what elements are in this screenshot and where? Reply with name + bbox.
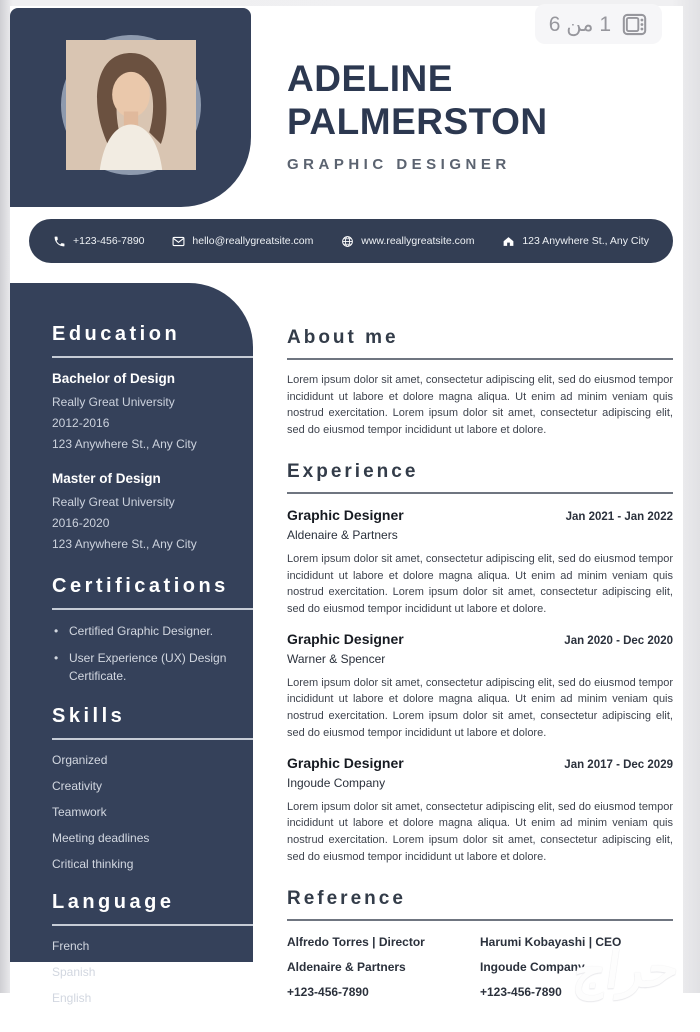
contact-bar — [29, 219, 673, 263]
degree-name: Bachelor of Design — [52, 371, 176, 386]
contact-phone-text: +123-456-7890 — [73, 235, 145, 247]
sidebar — [10, 283, 253, 1006]
about-text: Lorem ipsum dolor sit amet, consectetur adipiscing elit, sed do eiusmod tempor incididunt ut labore et dolore magna aliqua. Ut enim ad minim veniam quis nostrud exercitation. Lorem ipsum dolor sit amet, consectetur adipiscing elit, sed do eiusmod tempor incididunt ut labore et dolore. — [287, 374, 673, 437]
skill-item: Organized — [52, 753, 108, 768]
skills-heading: Skills — [52, 705, 253, 740]
gallery-icon — [621, 11, 648, 38]
reference-name-role: Alfredo Torres | Director — [287, 934, 425, 949]
reference-name-role: Harumi Kobayashi | CEO — [480, 934, 622, 949]
contact-address — [502, 235, 649, 248]
reference-heading: Reference — [287, 888, 673, 921]
job-dates: Jan 2020 - Dec 2020 — [564, 634, 673, 647]
education-location: 123 Anywhere St., Any City — [52, 437, 197, 451]
education-item — [52, 471, 239, 555]
education-years: 2012-2016 — [52, 416, 110, 430]
last-name: PALMERSTON — [287, 100, 548, 142]
language-item: French — [52, 939, 90, 954]
skills-section — [52, 705, 253, 871]
page-counter-badge[interactable] — [535, 4, 662, 44]
language-item: English — [52, 991, 92, 1006]
contact-address-text: 123 Anywhere St., Any City — [522, 235, 649, 247]
job-dates: Jan 2021 - Jan 2022 — [565, 510, 673, 523]
job-company: Warner & Spencer — [287, 651, 386, 666]
job-description: Lorem ipsum dolor sit amet, consectetur adipiscing elit, sed do eiusmod tempor incididunt ut labore et dolore magna aliqua. Ut enim ad minim veniam quis nostrud exercitation. Lorem ipsum dolor sit amet, consectetur adipiscing elit, sed do eiusmod tempor incididunt ut labore et dolore. — [287, 552, 673, 616]
skill-item: Creativity — [52, 779, 103, 794]
contact-email — [172, 235, 313, 248]
profession-title: GRAPHIC DESIGNER — [287, 155, 511, 173]
education-years: 2016-2020 — [52, 516, 110, 530]
haraj-watermark: حراج — [570, 940, 684, 1000]
contact-website-text: www.reallygreatsite.com — [361, 235, 475, 247]
job-title: Graphic Designer — [287, 506, 404, 523]
email-icon — [172, 235, 185, 248]
reference-company: Ingoude Company — [480, 959, 585, 974]
job-title: Graphic Designer — [287, 754, 404, 771]
education-item — [52, 371, 239, 455]
language-section — [52, 891, 253, 1005]
experience-entry — [287, 755, 673, 866]
contact-phone — [53, 235, 145, 248]
experience-section — [287, 461, 673, 866]
reference-company: Aldenaire & Partners — [287, 959, 406, 974]
reference-phone: +123-456-7890 — [287, 984, 369, 999]
job-dates: Jan 2017 - Dec 2029 — [564, 758, 673, 771]
contact-website — [341, 235, 474, 248]
experience-entry — [287, 631, 673, 742]
skill-item: Teamwork — [52, 805, 107, 820]
about-section — [287, 327, 673, 439]
education-heading: Education — [52, 323, 253, 358]
profile-photo-block — [10, 8, 251, 207]
page-counter-text: 1 من 6 — [548, 12, 611, 36]
experience-heading: Experience — [287, 461, 673, 494]
phone-icon — [53, 235, 66, 248]
job-title: Graphic Designer — [287, 630, 404, 647]
education-section — [52, 323, 253, 555]
about-heading: About me — [287, 327, 673, 360]
experience-entry — [287, 507, 673, 618]
home-icon — [502, 235, 515, 248]
certifications-heading: Certifications — [52, 575, 253, 610]
reference-contact — [287, 935, 480, 1010]
education-location: 123 Anywhere St., Any City — [52, 537, 197, 551]
job-description: Lorem ipsum dolor sit amet, consectetur adipiscing elit, sed do eiusmod tempor incididunt ut labore et dolore magna aliqua. Ut enim ad minim veniam quis nostrud exercitation. Lorem ipsum dolor sit amet, consectetur adipiscing elit, sed do eiusmod tempor incididunt ut labore et dolore. — [287, 676, 673, 739]
school-name: Really Great University — [52, 395, 175, 409]
first-name: ADELINE — [287, 58, 453, 99]
degree-name: Master of Design — [52, 471, 161, 486]
skill-item: Critical thinking — [52, 857, 134, 872]
globe-icon — [341, 235, 354, 248]
name-block — [287, 58, 677, 173]
school-name: Really Great University — [52, 495, 175, 509]
certifications-section — [52, 575, 253, 685]
job-description: Lorem ipsum dolor sit amet, consectetur adipiscing elit, sed do eiusmod tempor incididunt ut labore et dolore magna aliqua. Ut enim ad minim veniam quis nostrud exercitation. Lorem ipsum dolor sit amet, consectetur adipiscing elit, sed do eiusmod tempor incididunt ut labore et dolore. — [287, 800, 673, 863]
language-heading: Language — [52, 891, 253, 926]
reference-phone: +123-456-7890 — [480, 984, 562, 999]
job-company: Aldenaire & Partners — [287, 527, 398, 542]
avatar-illustration — [66, 40, 196, 170]
avatar — [61, 35, 201, 175]
language-item: Spanish — [52, 965, 96, 980]
certification-item: • Certified Graphic Designer. — [52, 623, 239, 640]
job-company: Ingoude Company — [287, 775, 386, 790]
resume-page — [10, 6, 684, 1006]
contact-email-text: hello@reallygreatsite.com — [192, 235, 314, 247]
certification-item: • User Experience (UX) Design Certificate. — [52, 650, 239, 685]
skill-item: Meeting deadlines — [52, 831, 150, 846]
main-column — [287, 283, 673, 1032]
